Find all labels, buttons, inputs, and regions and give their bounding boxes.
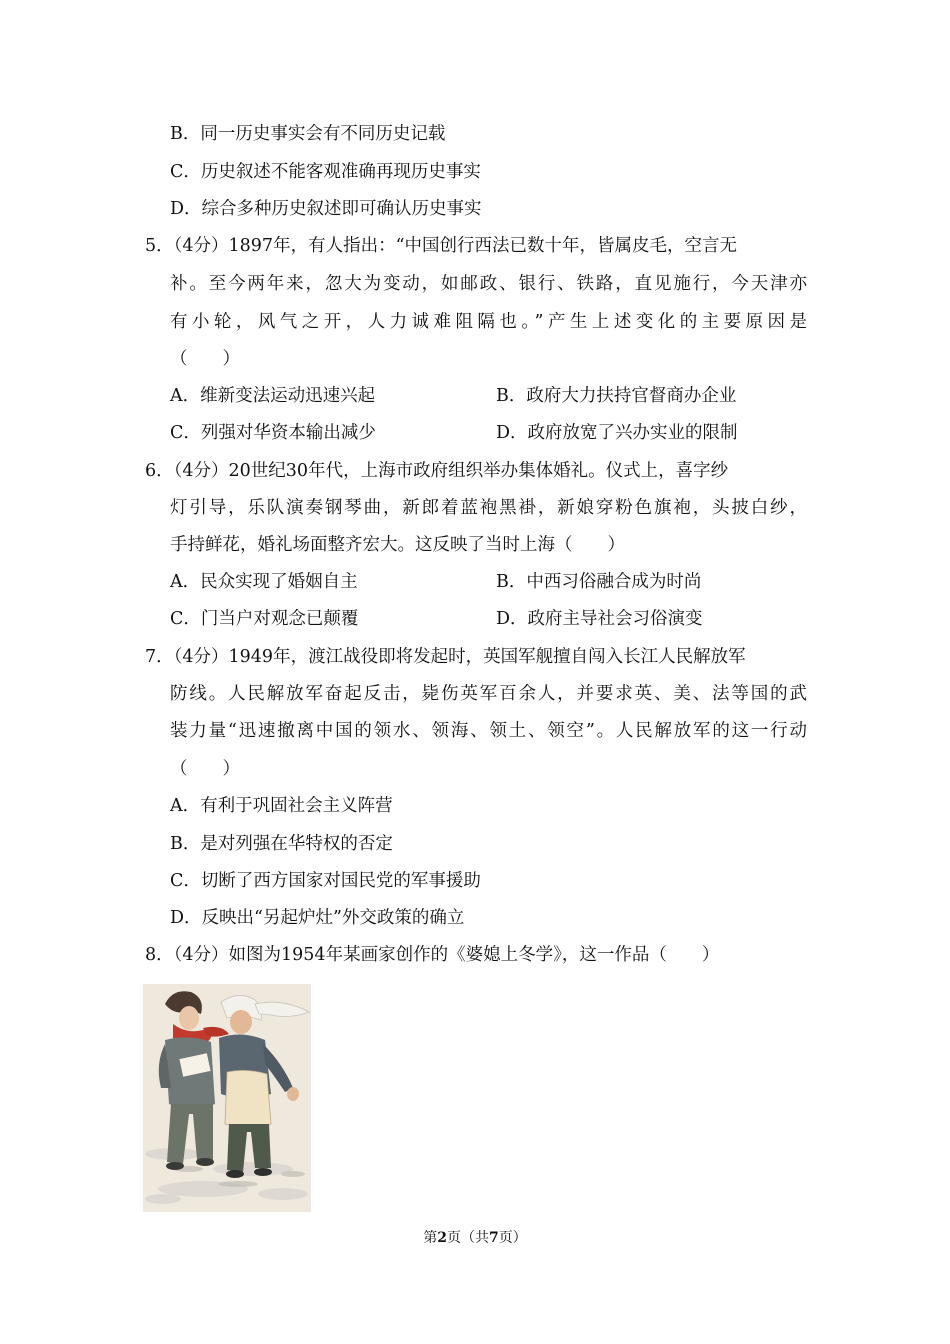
q7-stem-line-1: 7．（4分）1949年，渡江战役即将发起时，英国军舰擅自闯入长江人民解放军: [145, 647, 746, 667]
q7-option-c: C．切断了西方国家对国民党的军事援助: [170, 871, 481, 891]
prev-option-c: C．历史叙述不能客观准确再现历史事实: [170, 162, 481, 182]
q8-number: 8．: [145, 945, 174, 965]
q6-score: （4分）: [173, 461, 229, 481]
q7-score: （4分）: [173, 647, 229, 667]
q7-number: 7．: [145, 647, 174, 667]
painting-figure: [143, 984, 311, 1212]
q7-option-d: D．反映出“另起炉灶”外交政策的确立: [170, 908, 465, 928]
q6-stem-line-2: 灯引导，乐队演奏钢琴曲，新郎着蓝袍黑褂，新娘穿粉色旗袍，头披白纱，: [170, 498, 807, 518]
q7-stem-line-3: 装力量“迅速撤离中国的领水、领海、领土、领空”。人民解放军的这一行动: [170, 721, 807, 741]
q7-option-a: A．有利于巩固社会主义阵营: [170, 796, 393, 816]
q5-option-c: C．列强对华资本输出减少: [170, 423, 376, 443]
q7-answer-blank: （ ）: [170, 759, 240, 779]
q8-stem-line-1: 8．（4分）如图为1954年某画家创作的《婆媳上冬学》，这一作品（ ）: [145, 945, 720, 965]
q7-option-b: B．是对列强在华特权的否定: [170, 834, 393, 854]
q6-option-d: D．政府主导社会习俗演变: [496, 609, 703, 629]
q6-number: 6．: [145, 461, 174, 481]
q5-option-a: A．维新变法运动迅速兴起: [170, 386, 376, 406]
q5-option-b: B．政府大力扶持官督商办企业: [496, 386, 737, 406]
page-footer: 第2页（共7页）: [423, 1230, 527, 1246]
prev-option-b: B．同一历史事实会有不同历史记载: [170, 124, 446, 144]
q5-score: （4分）: [173, 236, 229, 256]
q8-score: （4分）: [173, 945, 229, 965]
q5-stem-line-2: 补。至今两年来，忽大为变动，如邮政、银行、铁路，直见施行，今天津亦: [170, 274, 807, 294]
q5-stem-line-1: 5．（4分）1897年，有人指出：“中国创行西法已数十年，皆属皮毛，空言无: [145, 236, 738, 256]
total-pages: 7: [489, 1230, 499, 1246]
q6-option-c: C．门当户对观念已颠覆: [170, 609, 359, 629]
q6-option-a: A．民众实现了婚姻自主: [170, 572, 358, 592]
q6-option-b: B．中西习俗融合成为时尚: [496, 572, 702, 592]
q6-stem-line-3: 手持鲜花，婚礼场面整齐宏大。这反映了当时上海（ ）: [170, 535, 625, 555]
q7-stem-line-2: 防线。人民解放军奋起反击，毙伤英军百余人，并要求英、美、法等国的武: [170, 684, 807, 704]
q5-option-d: D．政府放宽了兴办实业的限制: [496, 423, 738, 443]
q6-stem-line-1: 6．（4分）20世纪30年代，上海市政府组织举办集体婚礼。仪式上，喜字纱: [145, 461, 729, 481]
prev-option-d: D．综合多种历史叙述即可确认历史事实: [170, 199, 482, 219]
painting-illustration: [143, 984, 311, 1212]
q5-stem-line-3: 有小轮，风气之开，人力诚难阻隔也。”产生上述变化的主要原因是: [170, 312, 807, 332]
q5-number: 5．: [145, 236, 174, 256]
page-number: 2: [437, 1230, 447, 1246]
q5-answer-blank: （ ）: [170, 349, 240, 369]
